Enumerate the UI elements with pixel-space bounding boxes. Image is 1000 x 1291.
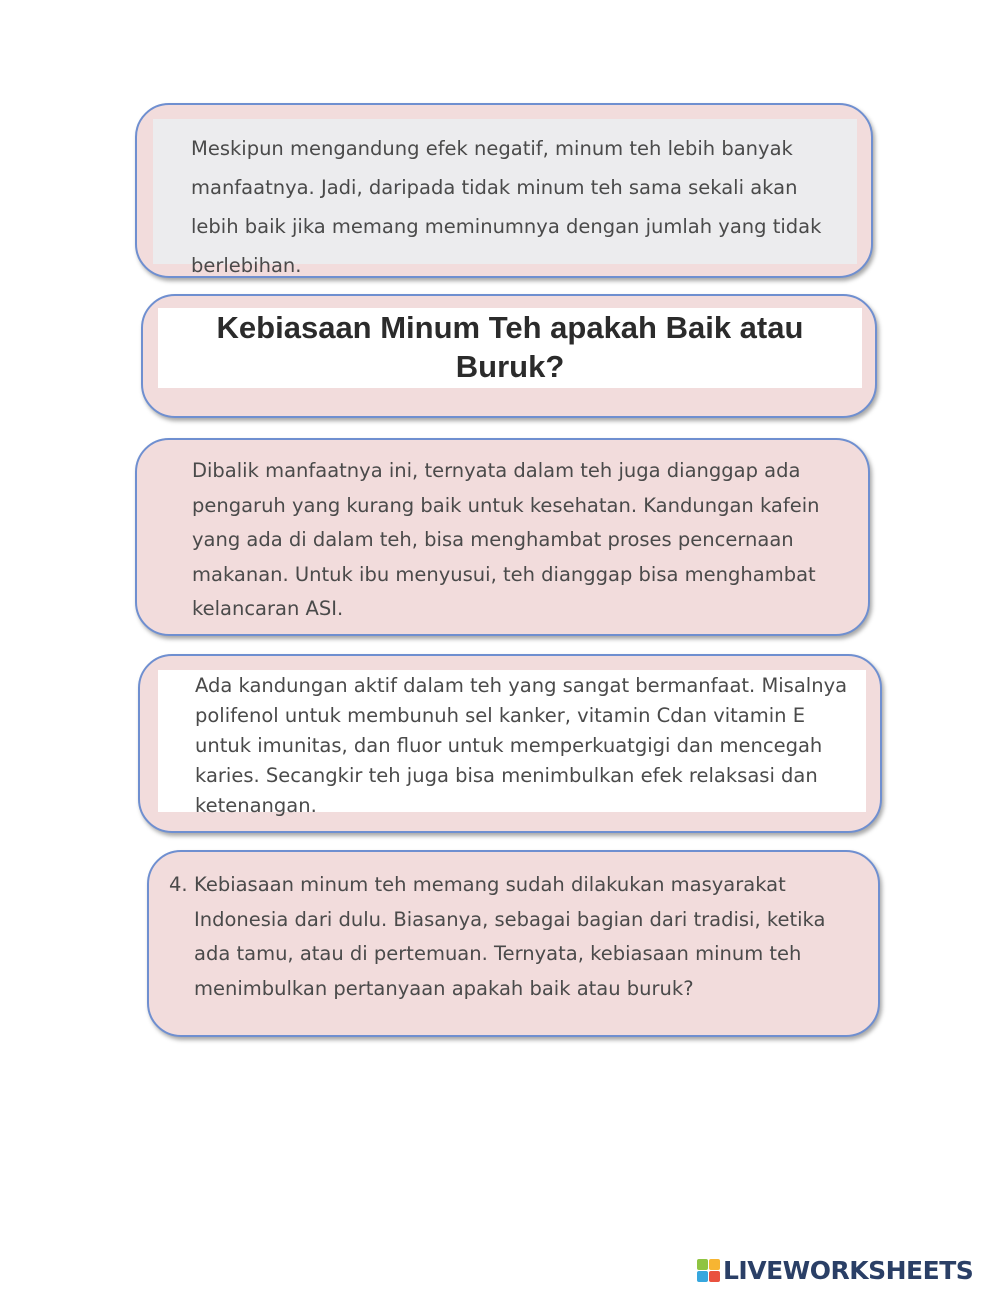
text-line: kelancaran ASI. <box>192 597 344 620</box>
card-negative-effects-text <box>192 454 820 627</box>
text-line: karies. Secangkir teh juga bisa menimbulkan efek relaksasi dan <box>195 764 818 787</box>
card-intro[interactable] <box>147 850 880 1037</box>
card-conclusion-text <box>191 129 821 285</box>
text-line: lebih baik jika memang meminumnya dengan jumlah yang tidak <box>191 215 822 238</box>
liveworksheets-icon <box>697 1259 720 1282</box>
card-benefits[interactable] <box>138 654 882 833</box>
text-line: ketenangan. <box>195 794 317 817</box>
title-line: Buruk? <box>455 349 565 384</box>
card-title[interactable] <box>141 294 877 418</box>
text-line: manfaatnya. Jadi, daripada tidak minum teh sama sekali akan <box>191 176 798 199</box>
text-line: makanan. Untuk ibu menyusui, teh dianggap bisa menghambat <box>192 562 816 586</box>
card-intro-body <box>194 868 825 1006</box>
text-line: Ada kandungan aktif dalam teh yang sangat bermanfaat. Misalnya <box>195 674 848 697</box>
text-line: polifenol untuk membunuh sel kanker, vitamin Cdan vitamin E <box>195 704 806 727</box>
card-conclusion[interactable] <box>135 103 873 278</box>
brand-name: LIVEWORKSHEETS <box>723 1255 974 1285</box>
text-line: pengaruh yang kurang baik untuk kesehatan. Kandungan kafein <box>192 493 820 517</box>
title-line: Kebiasaan Minum Teh apakah Baik atau <box>216 310 804 345</box>
list-number: 4. <box>169 873 188 896</box>
text-line: Dibalik manfaatnya ini, ternyata dalam teh juga dianggap ada <box>192 459 801 482</box>
page-title <box>158 308 862 386</box>
brand-logo <box>697 1255 973 1285</box>
text-line: Indonesia dari dulu. Biasanya, sebagai bagian dari tradisi, ketika <box>194 907 826 931</box>
text-line: berlebihan. <box>191 254 302 277</box>
text-line: yang ada di dalam teh, bisa menghambat proses pencernaan <box>192 528 794 551</box>
text-line: menimbulkan pertanyaan apakah baik atau buruk? <box>194 976 694 1000</box>
text-line: Meskipun mengandung efek negatif, minum teh lebih banyak <box>191 137 793 160</box>
text-line: untuk imunitas, dan fluor untuk memperkuatgigi dan mencegah <box>195 734 823 757</box>
text-line: Kebiasaan minum teh memang sudah dilakukan masyarakat <box>194 873 786 896</box>
card-negative-effects[interactable] <box>135 438 870 636</box>
text-line: ada tamu, atau di pertemuan. Ternyata, kebiasaan minum teh <box>194 942 802 965</box>
card-benefits-text <box>195 671 847 821</box>
